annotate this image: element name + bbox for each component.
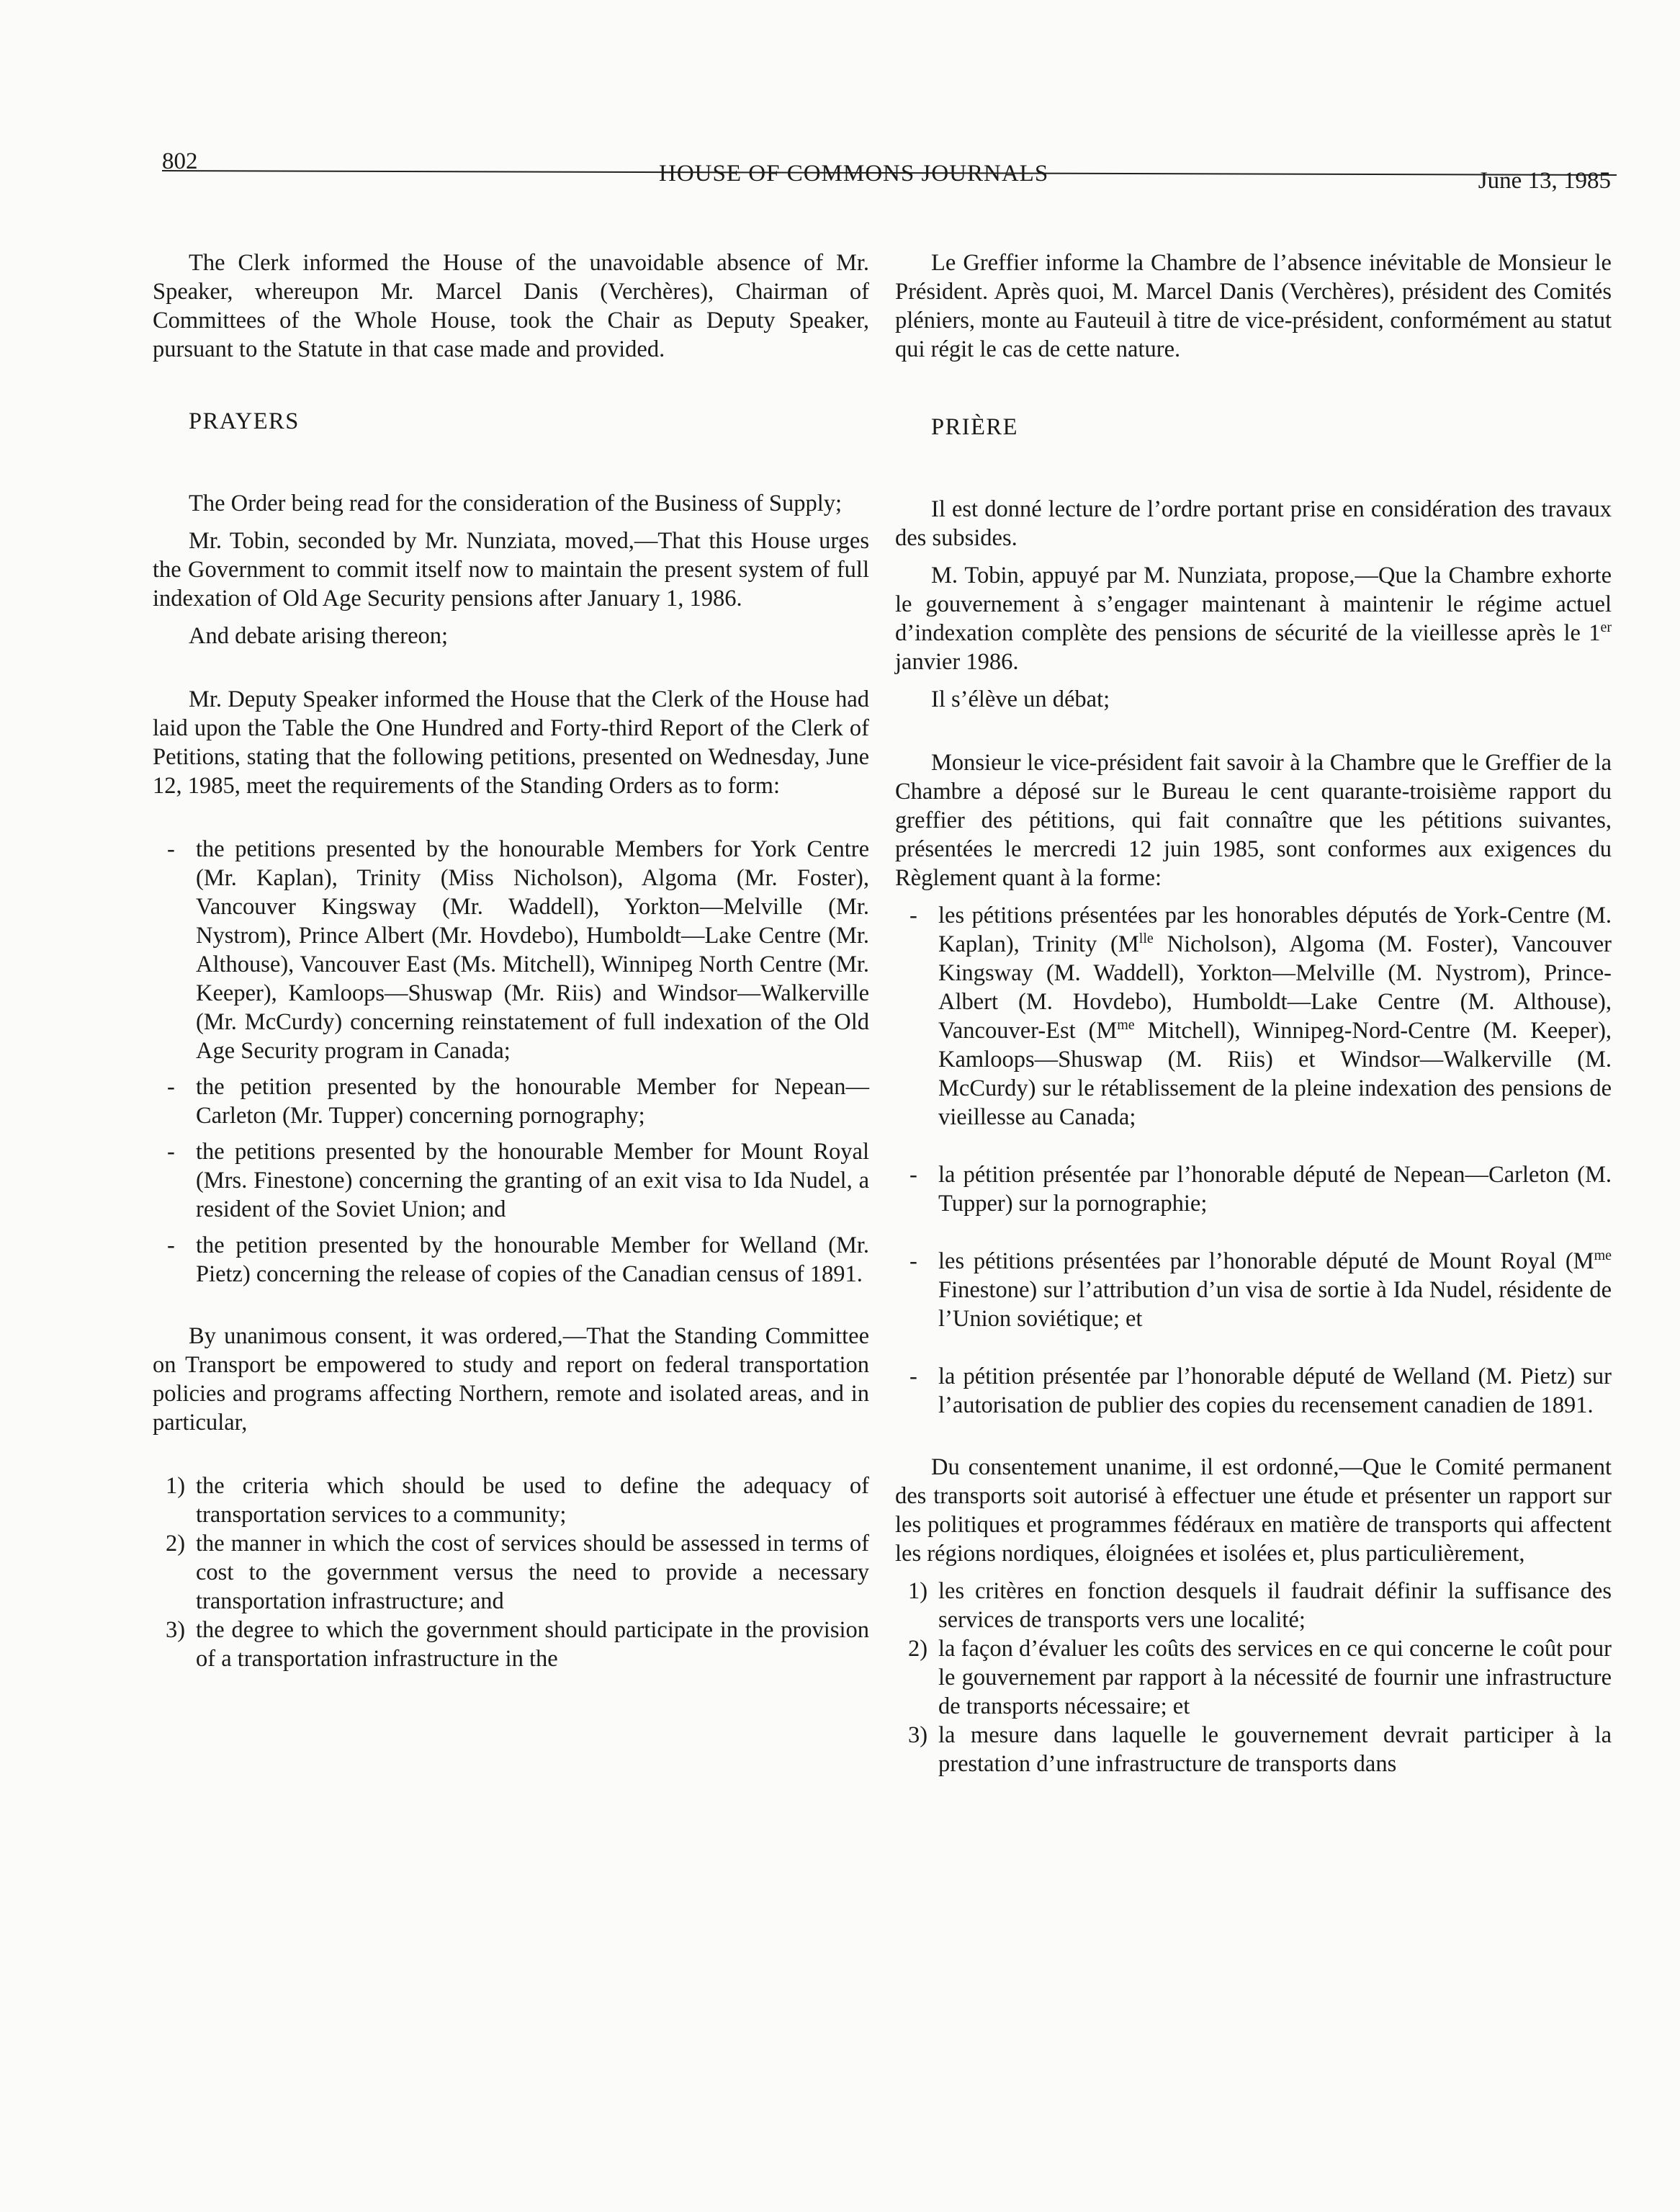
consent-paragraph-fr: Du consentement unanime, il est ordonné,—Que le Comité permanent des transports soit autorisé à effectuer une étude et présenter un rapport sur les politiques et programmes fédéraux en matière de transports qui affectent les régions nordiques, éloignées et isolées et, plus particulièrement,	[895, 1454, 1612, 1567]
numbered-item: 1) the criteria which should be used to define the adequacy of transportation services to a community;	[166, 1473, 869, 1528]
prayers-heading-fr: PRIÈRE	[931, 414, 1018, 440]
header-date: June 13, 1985	[1478, 168, 1611, 194]
petition-item-fr: - les pétitions présentées par les honorables députés de York-Centre (M. Kaplan), Trinity ($M^{lle}$ Nicholson), Algoma (M. Foster), Vancouver Kingsway (M. Waddell), Yorkton—Melville (M. Nystrom), Prince-Albert (M. Hovdebo), Humboldt—Lake Centre (M. Althouse), Vancouver-Est ($M^{me}$ Mitchell), Winnipeg-Nord-Centre (M. Keeper), Kamloops—Shuswap (M. Riis) et Windsor—Walkerville (M. McCurdy) sur le rétablissement de la pleine indexation des pensions de vieillesse au Canada;	[909, 903, 1612, 1130]
running-header	[162, 143, 1617, 193]
numbered-item: 2) the manner in which the cost of services should be assessed in terms of cost to the government versus the need to provide a necessary transportation infrastructure; and	[166, 1531, 869, 1614]
prayers-heading: PRAYERS	[189, 408, 300, 434]
petition-list-fr	[895, 901, 1612, 1420]
petition-item-fr: - les pétitions présentées par l’honorable député de Mount Royal ($M^{me}$ Finestone) sur l’attribution d’un visa de sortie à Ida Nudel, résidente de l’Union soviétique; et	[909, 1248, 1612, 1332]
debate-paragraph: And debate arising thereon;	[189, 623, 449, 649]
petition-item-fr: - la pétition présentée par l’honorable député de Welland (M. Pietz) sur l’autorisation de publier des copies du recensement canadien de 1891.	[909, 1364, 1612, 1418]
petition-item: - the petitions presented by the honourable Member for Mount Royal (Mrs. Finestone) concerning the granting of an exit visa to Ida Nudel, a resident of the Soviet Union; and	[167, 1139, 869, 1222]
opening-paragraph-fr: Le Greffier informe la Chambre de l’absence inévitable de Monsieur le Président. Après quoi, M. Marcel Danis (Verchères), président des Comités pléniers, monte au Fauteuil à titre de vice-président, conformément au statut qui régit le cas de cette nature.	[895, 250, 1612, 362]
page-number: 802	[162, 148, 198, 174]
petitions-intro-paragraph: Mr. Deputy Speaker informed the House that the Clerk of the House had laid upon the Table the One Hundred and Forty-third Report of the Clerk of Petitions, stating that the following petitions, presented on Wednesday, June 12, 1985, meet the requirements of the Standing Orders as to form:	[153, 686, 869, 799]
petition-list	[153, 835, 869, 1289]
order-read-paragraph: The Order being read for the consideration of the Business of Supply;	[189, 491, 843, 516]
motion-paragraph-fr: M. Tobin, appuyé par M. Nunziata, propose,—Que la Chambre exhorte le gouvernement à s’engager maintenant à maintenir le régime actuel d’indexation complète des pensions de sécurité de la vieillesse après le 1er janvier 1986.	[895, 563, 1612, 675]
petition-item-fr: - la pétition présentée par l’honorable député de Nepean—Carleton (M. Tupper) sur la pornographie;	[909, 1162, 1612, 1217]
numbered-item-fr: 2) la façon d’évaluer les coûts des services en ce qui concerne le coût pour le gouvernement par rapport à la nécessité de fournir une infrastructure de transports nécessaire; et	[908, 1636, 1612, 1719]
petitions-intro-paragraph-fr: Monsieur le vice-président fait savoir à la Chambre que le Greffier de la Chambre a déposé sur le Bureau le cent quarante-troisième rapport du greffier des pétitions, qui fait connaître que les pétitions suivantes, présentées le mercredi 12 juin 1985, sont conformes aux exigences du Règlement quant à la forme:	[895, 750, 1612, 891]
english-column	[153, 248, 869, 1673]
petition-item: - the petitions presented by the honourable Members for York Centre (Mr. Kaplan), Trinity (Miss Nicholson), Algoma (Mr. Foster), Vancouver Kingsway (Mr. Waddell), Yorkton—Melville (Mr. Nystrom), Prince Albert (Mr. Hovdebo), Humboldt—Lake Centre (Mr. Althouse), Vancouver East (Ms. Mitchell), Winnipeg North Centre (Mr. Keeper), Kamloops—Shuswap (Mr. Riis) and Windsor—Walkerville (Mr. McCurdy) concerning reinstatement of full indexation of the Old Age Security program in Canada;	[167, 836, 869, 1064]
petition-item: - the petition presented by the honourable Member for Nepean—Carleton (Mr. Tupper) concerning pornography;	[167, 1074, 869, 1129]
petition-item: - the petition presented by the honourable Member for Welland (Mr. Pietz) concerning the release of copies of the Canadian census of 1891.	[167, 1232, 869, 1287]
numbered-item-fr: 3) la mesure dans laquelle le gouvernement devrait participer à la prestation d’une infrastructure de transports dans	[908, 1722, 1612, 1777]
order-read-paragraph-fr: Il est donné lecture de l’ordre portant prise en considération des travaux des subsides.	[895, 496, 1612, 551]
debate-paragraph-fr: Il s’élève un débat;	[931, 686, 1110, 712]
french-column	[895, 248, 1612, 1778]
numbered-list-fr	[895, 1577, 1612, 1778]
opening-paragraph: The Clerk informed the House of the unavoidable absence of Mr. Speaker, whereupon Mr. Marcel Danis (Verchères), Chairman of Committees of the Whole House, took the Chair as Deputy Speaker, pursuant to the Statute in that case made and provided.	[153, 250, 869, 362]
journal-title: HOUSE OF COMMONS JOURNALS	[659, 161, 1049, 187]
consent-paragraph: By unanimous consent, it was ordered,—That the Standing Committee on Transport be empowered to study and report on federal transportation policies and programs affecting Northern, remote and isolated areas, and in particular,	[153, 1323, 869, 1436]
numbered-item-fr: 1) les critères en fonction desquels il faudrait définir la suffisance des services de transports vers une localité;	[908, 1578, 1612, 1633]
numbered-list	[153, 1472, 869, 1673]
numbered-item: 3) the degree to which the government should participate in the provision of a transportation infrastructure in the	[166, 1617, 869, 1672]
motion-paragraph: Mr. Tobin, seconded by Mr. Nunziata, moved,—That this House urges the Government to commit itself now to maintain the present system of full indexation of Old Age Security pensions after January 1, 1986.	[153, 528, 869, 612]
